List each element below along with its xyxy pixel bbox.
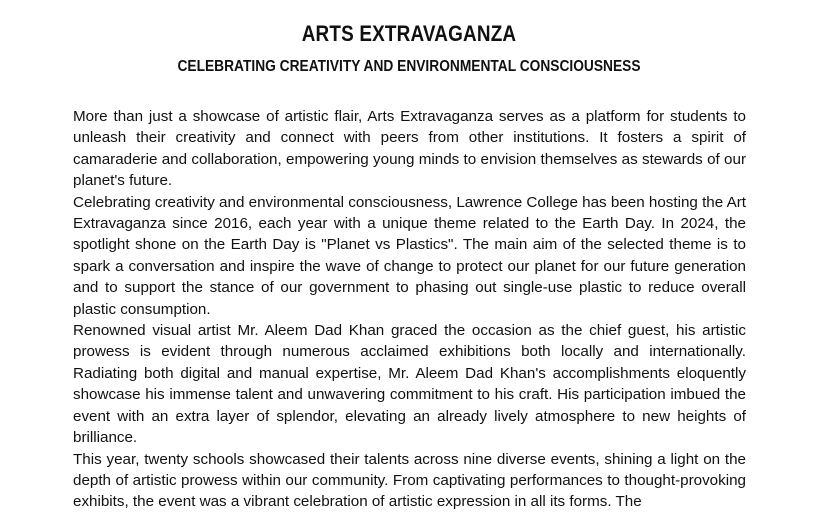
document-subtitle: CELEBRATING CREATIVITY AND ENVIRONMENTAL CONSCIOUSNESS [177,58,641,75]
paragraph: This year, twenty schools showcased their talents across nine diverse events, shining a light on the depth of artistic prowess within our community. From captivating performances to thought-provoking exhibits, the event was a vibrant celebration of artistic expression in all its forms. The [73,450,746,511]
paragraph: Celebrating creativity and environmental consciousness, Lawrence College has been hosting the Art Extravaganza since 2016, each year with a unique theme related to the Earth Day. In 2024, the spotlight shone on the Earth Day is "Planet vs Plastics". The main aim of the selected theme is to spark a conversation and inspire the wave of change to protect our planet for our future generation and to support the stance of our government to phasing out single-use plastic to reduce overall plastic consumption. [73,193,746,318]
paragraph: Renowned visual artist Mr. Aleem Dad Khan graced the occasion as the chief guest, his artistic prowess is evident through numerous acclaimed exhibitions both locally and internationally. Radiating both digital and manual expertise, Mr. Aleem Dad Khan's accomplishments eloquently showcase his immense talent and unwavering commitment to his craft. His participation imbued the event with an extra layer of splendor, elevating an already lively atmosphere to new heights of brilliance. [73,322,746,447]
paragraph: More than just a showcase of artistic flair, Arts Extravaganza serves as a platform for students to unleash their creativity and connect with peers from other institutions. It fosters a spirit of camaraderie and collaboration, empowering young minds to envision themselves as stewards of our planet's future. [73,108,746,190]
document-body [73,106,746,513]
document-title: ARTS EXTRAVAGANZA [301,21,517,46]
